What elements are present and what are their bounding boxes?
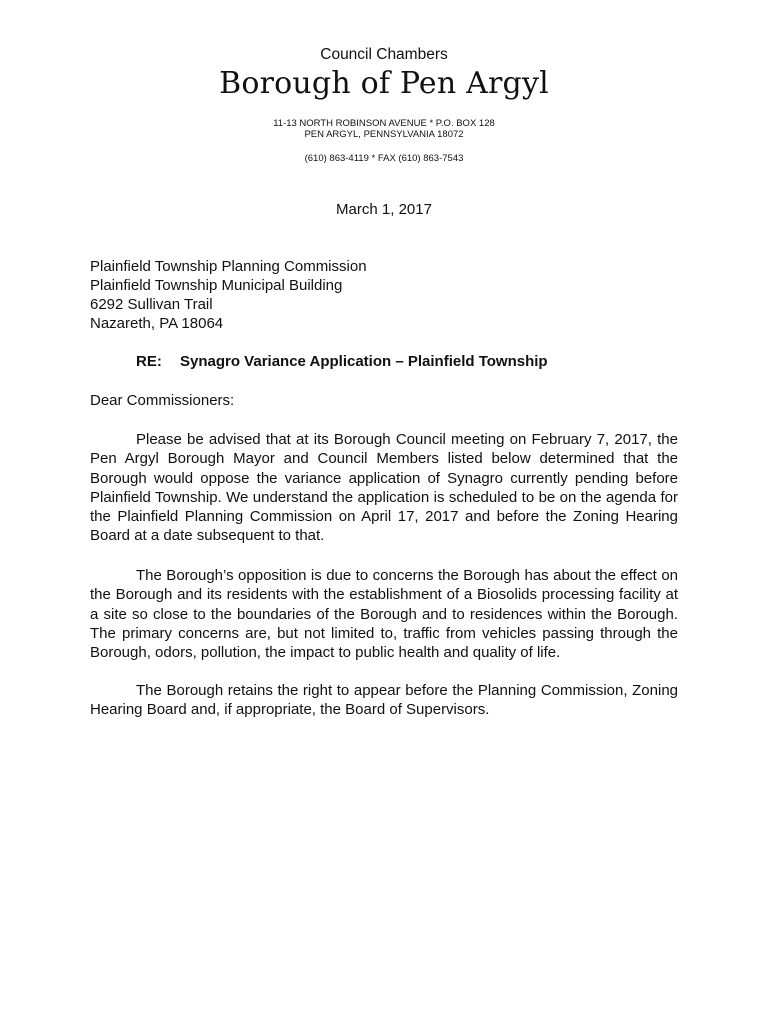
letterhead-address-line1: 11-13 NORTH ROBINSON AVENUE * P.O. BOX 128 — [273, 118, 495, 129]
letter-date: March 1, 2017 — [336, 201, 432, 218]
body-paragraph: The Borough retains the right to appear before the Planning Commission, Zoning Hearing Board and, if appropriate, the Board of Supervisors. — [90, 682, 678, 719]
subject-text: Synagro Variance Application – Plainfield Township — [180, 353, 548, 370]
recipient-address-block — [90, 257, 367, 333]
recipient-line: Plainfield Township Municipal Building — [90, 277, 343, 294]
letterhead-borough-name: Borough of Pen Argyl — [219, 66, 549, 101]
subject-line — [136, 353, 548, 370]
letterhead-address-line2: PEN ARGYL, PENNSYLVANIA 18072 — [304, 129, 464, 140]
recipient-line: Plainfield Township Planning Commission — [90, 258, 367, 275]
salutation: Dear Commissioners: — [90, 392, 235, 409]
body-paragraph: Please be advised that at its Borough Council meeting on February 7, 2017, the Pen Argyl Borough Mayor and Council Members listed below determined that the Borough would oppose the variance application of Synagro currently pending before Plainfield Township. We understand the application is scheduled to be on the agenda for the Plainfield Planning Commission on April 17, 2017 and before the Zoning Hearing Board at a date subsequent to that. — [90, 431, 678, 545]
body-paragraph: The Borough’s opposition is due to concerns the Borough has about the effect on the Borough and its residents with the establishment of a Biosolids processing facility at a site so close to the boundaries of the Borough and to residences within the Borough. The primary concerns are, but not limited to, traffic from vehicles passing through the Borough, odors, pollution, the impact to public health and quality of life. — [90, 567, 678, 662]
subject-label: RE: — [136, 353, 162, 370]
letterhead-council-chambers: Council Chambers — [320, 46, 448, 63]
recipient-line: Nazareth, PA 18064 — [90, 315, 224, 332]
recipient-line: 6292 Sullivan Trail — [90, 296, 213, 313]
letterhead-phone-line: (610) 863-4119 * FAX (610) 863-7543 — [304, 153, 464, 164]
